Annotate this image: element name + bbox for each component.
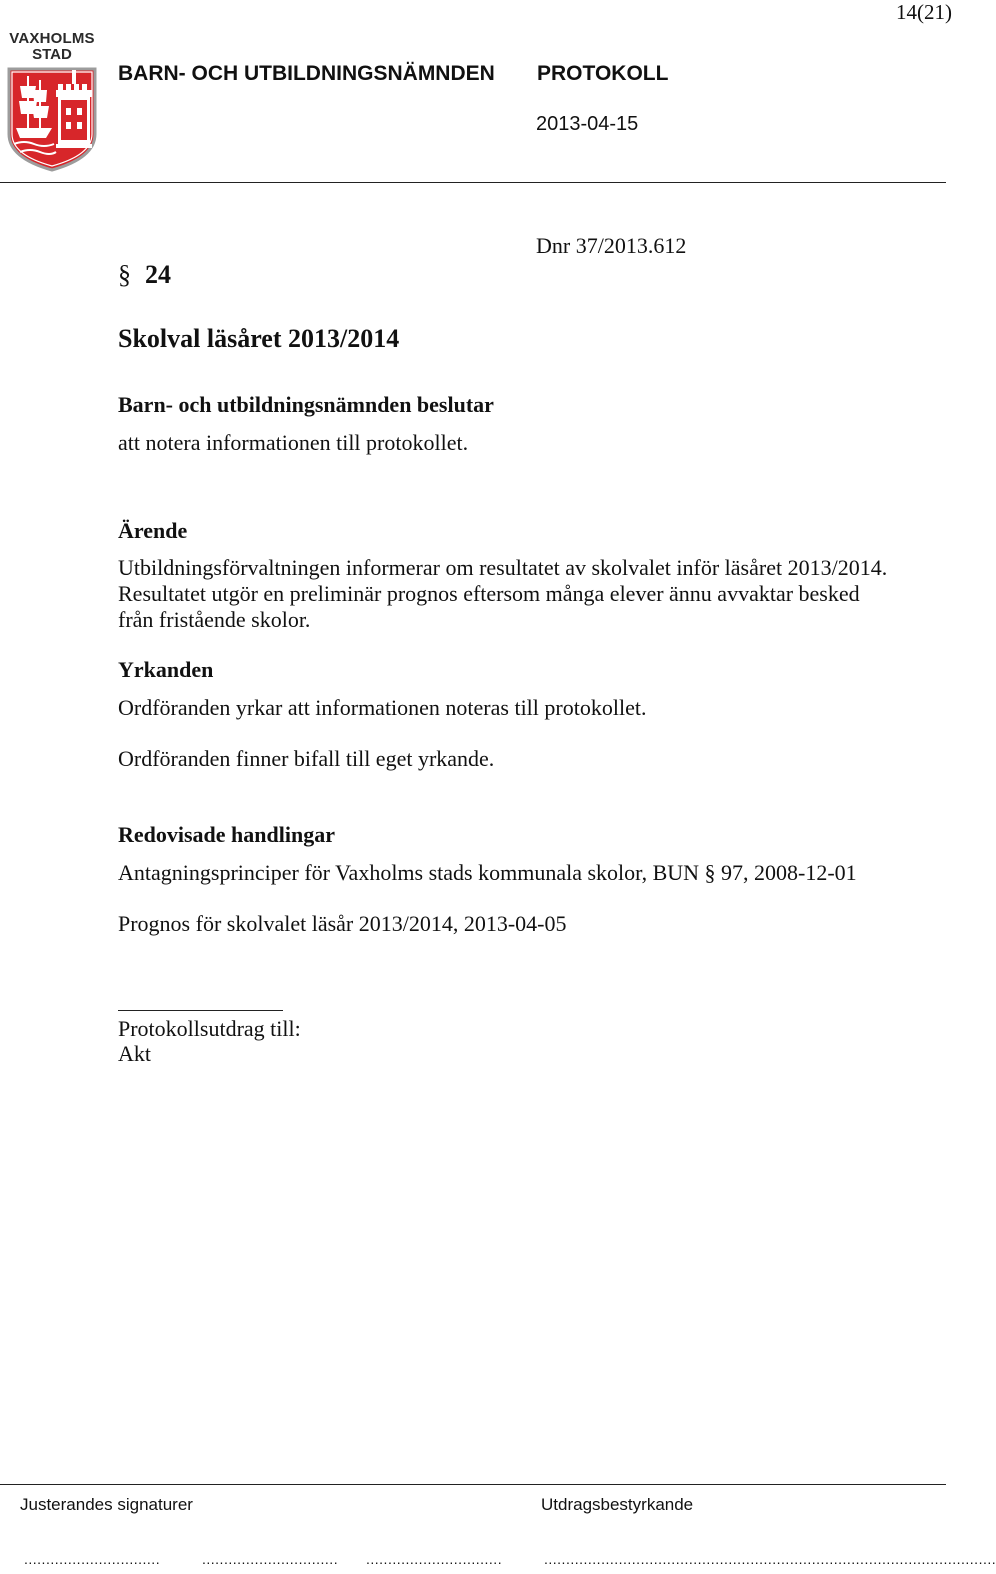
logo-wordmark-line1: VAXHOLMS xyxy=(9,30,95,47)
decision-text: att notera informationen till protokollet. xyxy=(118,430,469,455)
case-title: Skolval läsåret 2013/2014 xyxy=(118,324,400,353)
paragraph-value: 24 xyxy=(145,260,171,289)
page-number: 14(21) xyxy=(896,0,952,24)
handlingar-heading: Redovisade handlingar xyxy=(118,822,335,847)
distribution-divider xyxy=(118,1010,283,1011)
yrkanden-heading: Yrkanden xyxy=(118,657,214,682)
distribution-label: Protokollsutdrag till: xyxy=(118,1016,301,1041)
signatures-label: Justerandes signaturer xyxy=(20,1495,193,1514)
handlingar-item: Antagningsprinciper för Vaxholms stads kommunala skolor, BUN § 97, 2008-12-01 xyxy=(118,860,857,885)
yrkanden-motion: Ordföranden yrkar att informationen noteras till protokollet. xyxy=(118,695,647,720)
distribution-recipient: Akt xyxy=(118,1041,151,1066)
footer-divider xyxy=(0,1484,946,1485)
diary-number: Dnr 37/2013.612 xyxy=(536,233,687,258)
extract-certification-label: Utdragsbestyrkande xyxy=(541,1495,694,1514)
decision-heading: Barn- och utbildningsnämnden beslutar xyxy=(118,392,494,417)
municipal-crest-icon xyxy=(6,66,98,172)
signature-line: ............................... xyxy=(24,1551,161,1567)
paragraph-number xyxy=(118,260,171,290)
committee-name: BARN- OCH UTBILDNINGSNÄMNDEN xyxy=(118,62,495,85)
handlingar-item: Prognos för skolvalet läsår 2013/2014, 2013-04-05 xyxy=(118,911,567,936)
document-type: PROTOKOLL xyxy=(537,62,669,85)
signature-line: ............................... xyxy=(202,1551,339,1567)
header-divider xyxy=(0,182,946,183)
certification-line: ....................................................................................................... xyxy=(544,1551,996,1567)
paragraph-symbol: § xyxy=(118,260,131,289)
logo-wordmark-line2: STAD xyxy=(32,46,72,63)
signature-line: ............................... xyxy=(366,1551,503,1567)
meeting-date: 2013-04-15 xyxy=(536,113,639,135)
arende-text: Utbildningsförvaltningen informerar om resultatet av skolvalet inför läsåret 2013/2014. Resultatet utgör en preliminär prognos eftersom många elever ännu avvaktar besked från fristående skolor. xyxy=(118,555,888,632)
yrkanden-ruling: Ordföranden finner bifall till eget yrkande. xyxy=(118,746,495,771)
arende-heading: Ärende xyxy=(118,518,188,543)
